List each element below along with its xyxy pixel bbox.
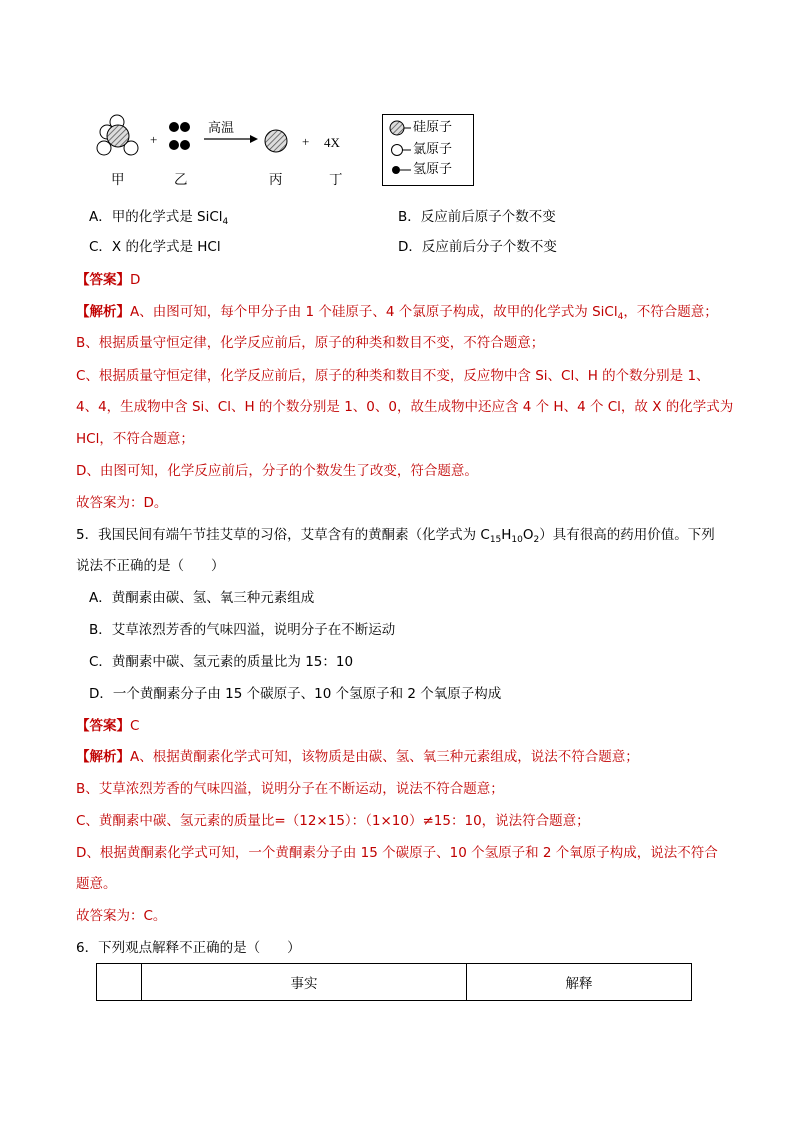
q5-analysis-line-4: D、根据黄酮素化学式可知，一个黄酮素分子由 15 个碳原子、10 个氢原子和 2 个氧原子构成，说法不符合 [76, 845, 718, 861]
label-ding: 丁 [329, 172, 343, 188]
q5-answer: 【答案】C [76, 718, 140, 734]
q4-analysis-line-4: 4、4，生成物中含 Si、Cl、H 的个数分别是 1、0、0，故生成物中还应含 4 个 H、4 个 Cl，故 X 的化学式为 [76, 399, 734, 415]
legend-h [389, 161, 452, 179]
q5-conclusion: 故答案为：C。 [76, 908, 167, 924]
hydrogen-atom-icon [389, 162, 413, 178]
arrow-head-icon [250, 135, 258, 143]
q5-analysis-line-5: 题意。 [76, 876, 117, 892]
q4-analysis-line-1: 【解析】A、由图可知，每个甲分子由 1 个硅原子、4 个氯原子构成，故甲的化学式为 SiCl$_4$，不符合题意； [76, 304, 718, 322]
label-yi: 乙 [174, 172, 188, 188]
q4-analysis-line-6: D、由图可知，化学反应前后，分子的个数发生了改变，符合题意。 [76, 463, 478, 479]
legend-si-label: 硅原子 [413, 120, 453, 135]
table-header-explanation: 解释 [467, 964, 692, 1001]
plus-sign-1: + [150, 132, 158, 147]
legend-cl [389, 141, 452, 159]
q4-conclusion: 故答案为：D。 [76, 495, 168, 511]
molecule-yi [169, 122, 190, 150]
molecule-bing [265, 130, 287, 152]
legend-h-label: 氢原子 [413, 162, 453, 177]
q5-analysis-line-2: B、艾草浓烈芳香的气味四溢，说明分子在不断运动，说法不符合题意； [76, 781, 504, 797]
legend-cl-label: 氯原子 [413, 142, 453, 157]
legend-si [389, 119, 452, 137]
q5-stem-line-1: 5．我国民间有端午节挂艾草的习俗，艾草含有的黄酮素（化学式为 $C_{15}H_{10}O_2$）具有很高的药用价值。下列 [76, 527, 715, 545]
label-bing: 丙 [269, 172, 283, 188]
q5-option-c: C．黄酮素中碳、氢元素的质量比为 15：10 [89, 654, 354, 670]
q4-analysis-line-3: C、根据质量守恒定律，化学反应前后，原子的种类和数目不变，反应物中含 Si、Cl、H 的个数分别是 1、 [76, 368, 710, 384]
q5-analysis-line-3: C、黄酮素中碳、氢元素的质量比=（12×15）：（1×10）≠15：10，说法符合题意； [76, 813, 590, 829]
chlorine-atom-icon [389, 142, 413, 158]
molecule-jia [97, 115, 138, 155]
q4-option-b: B．反应前后原子个数不变 [398, 209, 556, 225]
q6-stem: 6．下列观点解释不正确的是（ ） [76, 940, 301, 956]
diagram-legend [382, 114, 474, 186]
arrow-condition: 高温 [208, 121, 235, 136]
table-header-row [97, 964, 692, 1001]
silicon-atom-icon [389, 120, 413, 136]
q5-option-b: B．艾草浓烈芳香的气味四溢，说明分子在不断运动 [89, 622, 396, 638]
q4-analysis-line-2: B、根据质量守恒定律，化学反应前后，原子的种类和数目不变，不符合题意； [76, 335, 545, 351]
q4-analysis-line-5: HCl，不符合题意； [76, 431, 194, 447]
label-jia: 甲 [111, 172, 125, 188]
q4-answer: 【答案】D [76, 272, 141, 288]
q5-stem-line-2: 说法不正确的是（ ） [76, 558, 225, 574]
q5-analysis-line-1: 【解析】A、根据黄酮素化学式可知，该物质是由碳、氢、氧三种元素组成，说法不符合题意； [76, 749, 639, 765]
table-header-blank [97, 964, 142, 1001]
q4-option-d: D．反应前后分子个数不变 [398, 239, 557, 255]
q5-option-a: A．黄酮素由碳、氢、氧三种元素组成 [89, 590, 315, 606]
product-4x: 4X [324, 135, 340, 150]
plus-sign-2: + [302, 134, 310, 149]
q4-option-a: A．甲的化学式是 SiCl$_4$ [89, 209, 229, 227]
q5-option-d: D．一个黄酮素分子由 15 个碳原子、10 个氢原子和 2 个氧原子构成 [89, 686, 502, 702]
table-header-fact: 事实 [142, 964, 467, 1001]
q4-option-c: C．X 的化学式是 HCl [89, 239, 221, 255]
q6-table [96, 963, 692, 1001]
